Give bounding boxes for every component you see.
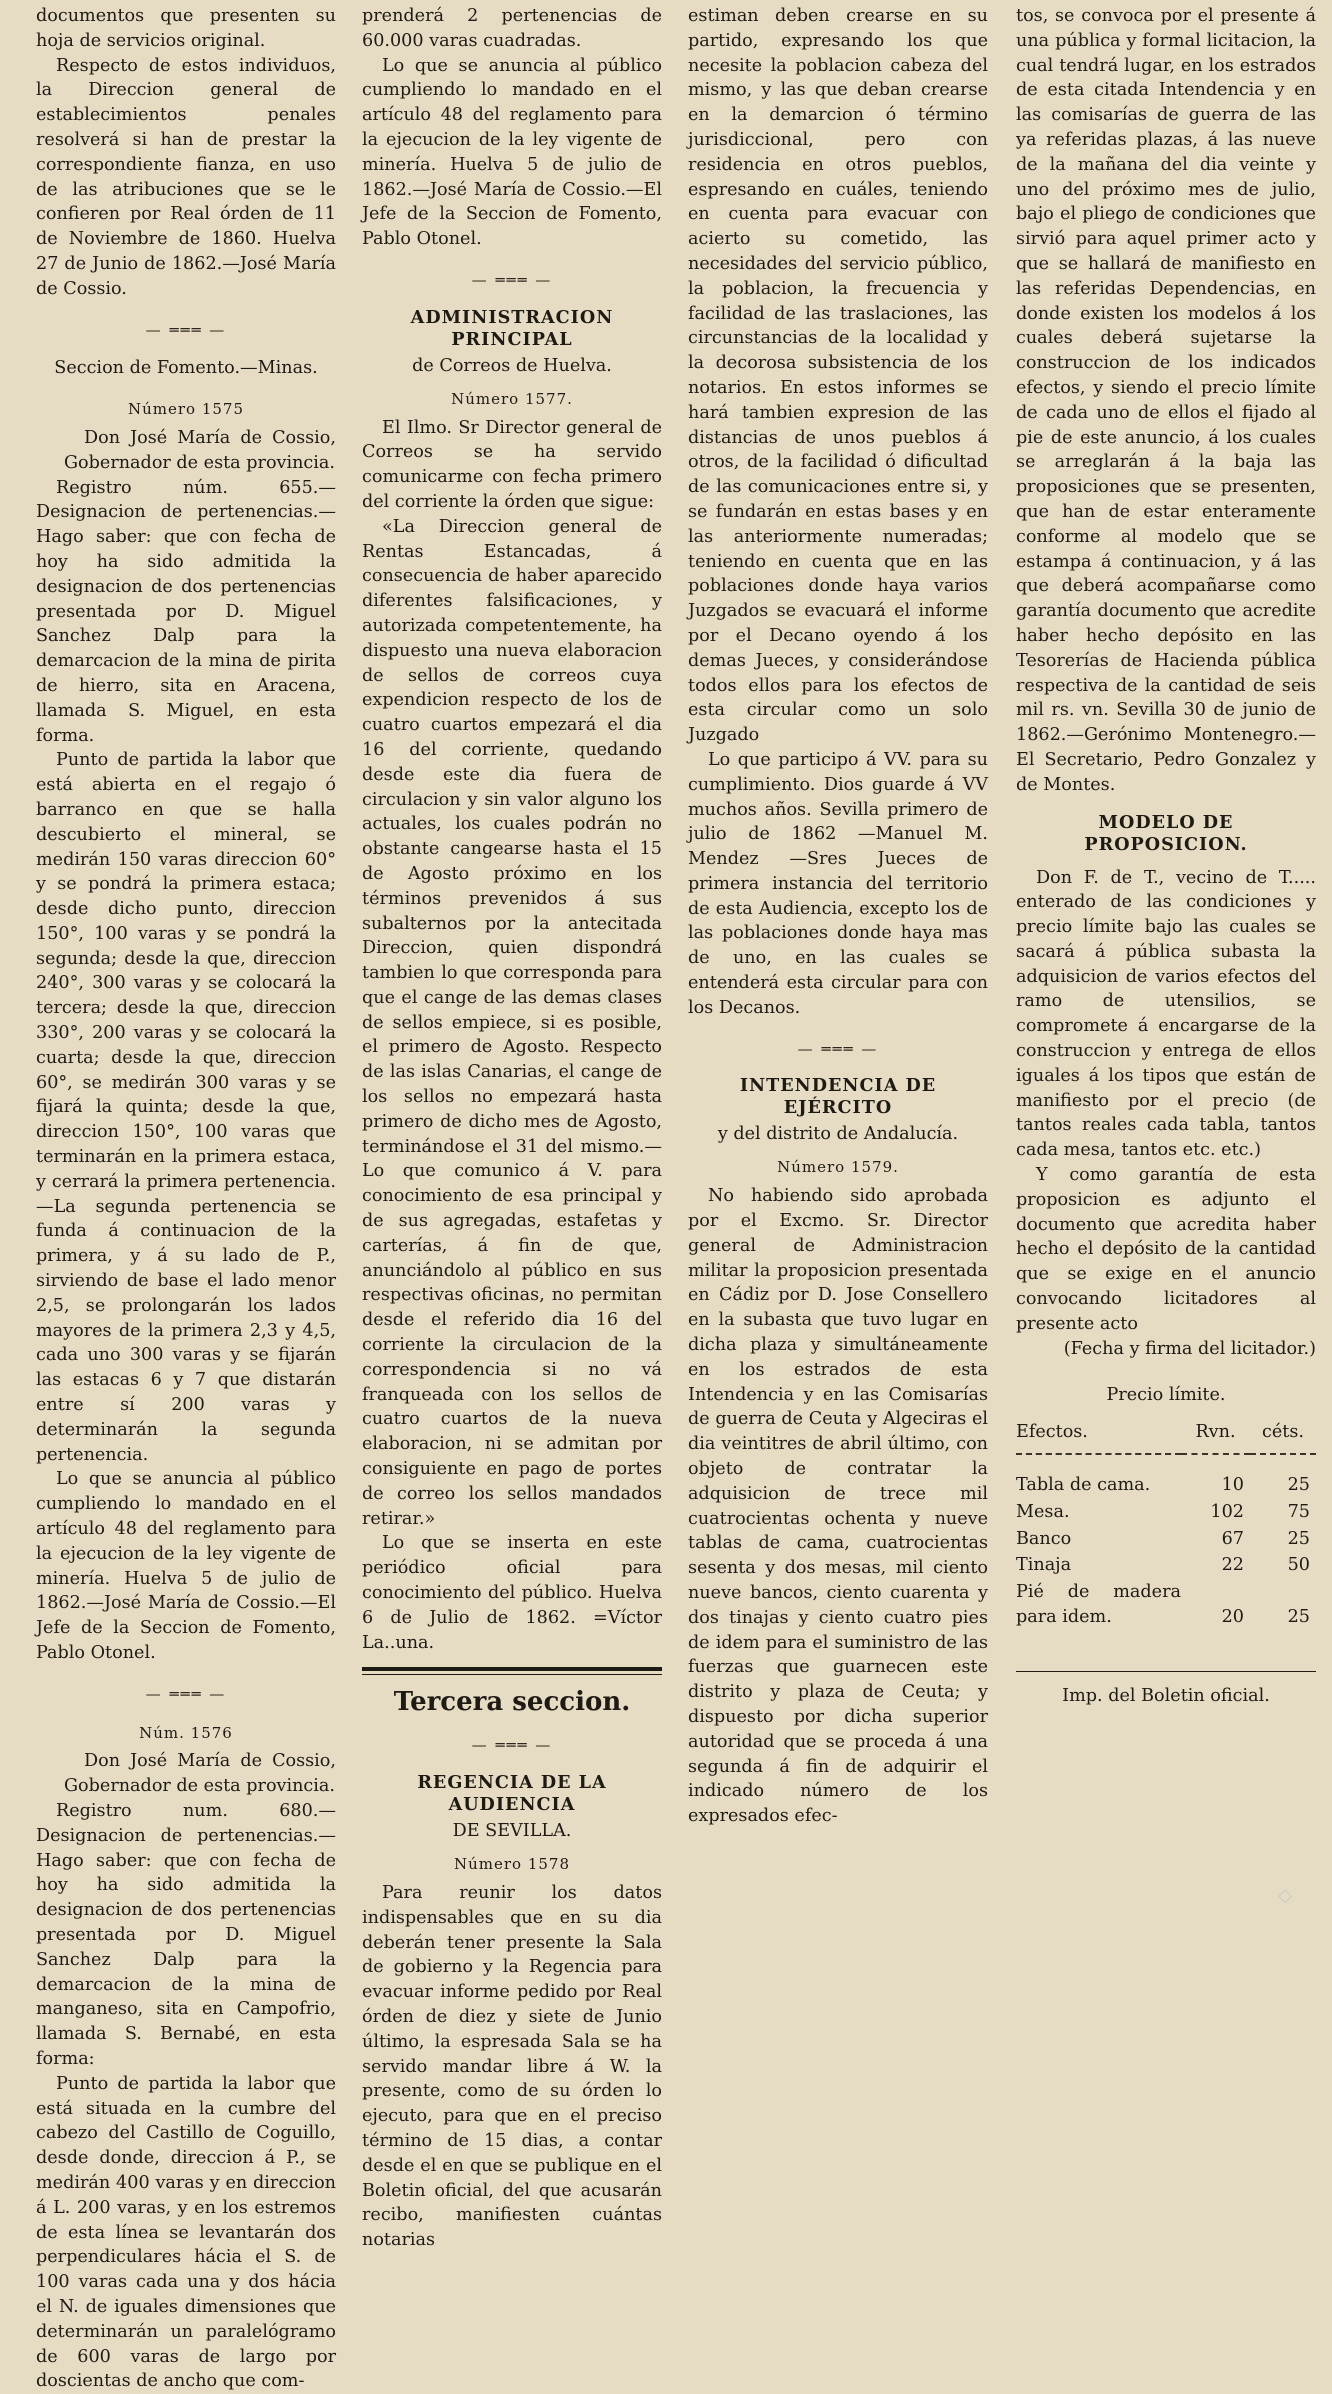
item-rvn: 20 (1221, 1607, 1244, 1628)
paragraph: Registro num. 680.—Designacion de pertenencias.—Hago saber: que con fecha de hoy ha sido admitida la designacion de dos pertenencias presentada por D. Miguel Sanchez Dalp para la demarcacion de la mina de manganeso, sita en Campofrio, llamada S. Bernabé, en esta forma: (36, 1800, 336, 2069)
paragraph: Lo que se anuncia al público cumpliendo lo mandado en el artículo 48 del reglamento para la ejecucion de la ley vigente de minería. Huelva 5 de julio de 1862.—José María de Cossio.—El Jefe de la Seccion de Fomento, Pablo Otonel. (36, 1469, 336, 1663)
item-cents: 25 (1287, 1475, 1310, 1496)
notice-number: Número 1579. (777, 1158, 899, 1177)
ornament-divider: — ═══ — (471, 1736, 553, 1755)
item-cents: 25 (1287, 1607, 1310, 1628)
governor-line: Don José María de Cossio, Gobernador de esta provincia. (64, 427, 336, 473)
ornament-divider: — ═══ — (145, 1684, 227, 1703)
item-cents: 75 (1287, 1501, 1310, 1522)
section-rule-thin (362, 1674, 662, 1675)
item-name: Tinaja (1016, 1555, 1072, 1576)
paragraph: Don F. de T., vecino de T..... enterado de las condiciones y precio límite bajo las cuales se sacará á pública subasta la adquisicion de varios efectos del ramo de utensilios, se compromete á encargarse de la construccion y entrega de ellos iguales á los tipos que están de manifiesto por el precio (de tantos reales cada tabla, tantos cada mesa, tantos etc. etc.) (1016, 867, 1316, 1161)
price-table-header (1016, 1418, 1316, 1454)
column-2 (362, 4, 662, 2253)
paragraph: «La Direccion general de Rentas Estancadas, á consecuencia de haber aparecido diferentes falsificaciones, y autorizada competentemente, ha dispuesto una nueva elaboracion de sellos de correos cuya expendicion respecto de los de cuatro cuartos empezará el dia 16 del corriente, quedando desde este dia fuera de circulacion y sin valor alguno los actuales, los cuales podrán no obstante cangearse hasta el 15 de Agosto próximo en los términos prevenidos á sus subalternos por la antecitada Direccion, quien dispondrá tambien lo que corresponda para que el cange de las demas clases de sellos empiece, si es posible, el primero de Agosto. Respecto de las islas Canarias, el cange de los sellos no empezará hasta primero de dicho mes de Agosto, terminándose el 31 del mismo.—Lo que comunico á V. para conocimiento de esa principal y de sus agregadas, estafetas y carterías, á fin de que, anunciándolo al público en sus respectivas oficinas, no permitan desde el referido dia 16 del corriente la circulacion de la correspondencia si no vá franqueada con los sellos de cuatro cuartos de la nueva elaboracion, ni se admitan por consiguiente en pago de portes de correo los sellos mandados retirar.» (362, 516, 662, 1529)
model-heading: MODELO DE PROPOSICION. (1084, 811, 1248, 855)
paragraph: No habiendo sido aprobada por el Excmo. Sr. Director general de Administracion militar la proposicion presentada en Cádiz por D. Jose Consellero en la subasta que tuvo lugar en dicha plaza y simultáneamente en los estrados de esta Intendencia y en las Comisarías de guerra de Ceuta y Algeciras el dia veintitres de abril último, con objeto de contratar la adquisicion de trece mil cuatrocientas ochenta y nueve tablas de cama, cuatrocientas sesenta y dos mesas, mil ciento nueve bancos, ciento cuarenta y dos tinajas y ciento cuatro pies de idem para el suministro de las fuerzas que guarnecen este distrito y plaza de Ceuta; y dispuesto por dicha superior autoridad que se proceda á una segunda á fin de adquirir el indicado número de los expresados efec- (688, 1186, 988, 1827)
paragraph: documentos que presenten su hoja de servicios original. (36, 6, 336, 51)
ornament-divider: — ═══ — (471, 270, 553, 289)
item-rvn: 102 (1210, 1501, 1244, 1522)
price-table-title: Precio límite. (1106, 1385, 1226, 1406)
table-row (1016, 1499, 1316, 1526)
notice-subheading: y del distrito de Andalucía. (717, 1124, 959, 1145)
paragraph: Lo que participo á VV. para su cumplimiento. Dios guarde á VV muchos años. Sevilla primero de julio de 1862 —Manuel M. Mendez —Sres Jueces de primera instancia del territorio de esta Audiencia, excepto los de las poblaciones donde haya mas de uno, en las cuales se entenderá esta circular para con los Decanos. (688, 749, 988, 1018)
notice-number: Número 1575 (127, 400, 245, 419)
paragraph: prenderá 2 pertenencias de 60.000 varas cuadradas. (362, 6, 662, 51)
item-cents: 50 (1287, 1555, 1310, 1576)
paragraph: Punto de partida la labor que está abierta en el regajo ó barranco en que se halla descubierto el mineral, se medirán 150 varas direccion 60° y se pondrá la primera estaca; desde dicho punto, direccion 150°, 100 varas y se pondrá la segunda; desde la que, direccion 240°, 300 varas y se colocará la tercera; desde la que, direccion 330°, 200 varas y se colocará la cuarta; desde la que, direccion 60°, se medirán 300 varas y se fijará la quinta; desde la que, direccion 150°, 100 varas que terminarán en la primera estaca, y cerrará la primera pertenencia.—La segunda pertenencia se funda á continuacion de la primera, y á su lado de P., sirviendo de base el lado menor 2,5, se prolongarán los lados mayores de la primera 2,3 y 4,5, cada uno 300 varas y se fijarán las estacas 6 y 7 que distarán entre sí 200 varas y determinarán la segunda pertenencia. (36, 750, 336, 1465)
item-rvn: 10 (1221, 1475, 1244, 1496)
item-name: Tabla de cama. (1016, 1475, 1151, 1496)
header-rvn: Rvn. (1181, 1418, 1250, 1454)
price-table (1016, 1418, 1316, 1631)
governor-line: Don José María de Cossio, Gobernador de esta provincia. (64, 1751, 336, 1797)
paragraph: Lo que se anuncia al público cumpliendo lo mandado en el artículo 48 del reglamento para la ejecucion de la ley vigente de minería. Huelva 5 de julio de 1862.—José María de Cossio.—El Jefe de la Seccion de Fomento, Pablo Otonel. (362, 55, 662, 250)
item-name: Banco (1016, 1528, 1072, 1549)
notice-heading: INTENDENCIA DE EJÉRCITO (739, 1075, 937, 1119)
item-cents: 25 (1287, 1528, 1310, 1549)
end-rule (1016, 1671, 1316, 1672)
paragraph: Punto de partida la labor que está situada en la cumbre del cabezo del Castillo de Coguillo, desde donde, direccion á P., se medirán 400 varas y en direccion á L. 200 varas, y en los estremos de esta línea se levantarán dos perpendiculares hácia el S. de 100 varas cada una y dos hácia el N. de iguales dimensiones que determinarán un paralelógramo de 600 varas de largo por doscientas de ancho que com- (36, 2073, 336, 2392)
item-rvn: 67 (1221, 1528, 1244, 1549)
signature-line: (Fecha y firma del licitador.) (1063, 1338, 1316, 1359)
paragraph: Registro núm. 655.—Designacion de pertenencias.—Hago saber: que con fecha de hoy ha sido admitida la designacion de dos pertenencias presentada por D. Miguel Sanchez Dalp para la demarcacion de la mina de pirita de hierro, sita en Aracena, llamada S. Miguel, en esta forma. (36, 477, 336, 746)
paragraph: El Ilmo. Sr Director general de Correos se ha servido comunicarme con fecha primero del corriente la órden que sigue: (362, 417, 662, 512)
column-3 (688, 4, 988, 1829)
section-title: Tercera seccion. (393, 1687, 631, 1718)
notice-heading: REGENCIA DE LA AUDIENCIA (417, 1772, 607, 1816)
notice-number: Núm. 1576 (139, 1723, 233, 1742)
watermark-logo: ◇ (1278, 1885, 1292, 1906)
section-heading: Seccion de Fomento.—Minas. (54, 358, 318, 379)
table-row (1016, 1526, 1316, 1553)
item-name: Pié de madera para idem. (1016, 1582, 1181, 1628)
imprint-line: Imp. del Boletin oficial. (1062, 1685, 1270, 1706)
notice-number: Número 1577. (451, 389, 573, 408)
notice-subheading: de Correos de Huelva. (412, 355, 612, 376)
notice-number: Número 1578 (453, 1855, 571, 1874)
table-row (1016, 1579, 1316, 1631)
paragraph: Lo que se inserta en este periódico oficial para conocimiento del público. Huelva 6 de Julio de 1862. =Víctor La..una. (362, 1533, 662, 1653)
ornament-divider: — ═══ — (145, 320, 227, 339)
paragraph: Para reunir los datos indispensables que en su dia deberán tener presente la Sala de gobierno y la Regencia para evacuar informe pedido por Real órden de diez y siete de Junio último, la espresada Sala se ha servido mandar libre á W. la presente, como de su órden lo ejecuto, para que en el preciso término de 15 dias, a contar desde el en que se publique en el Boletin oficial, del que acusarán recibo, manifiesten cuántas notarias (362, 1883, 662, 2251)
paragraph: tos, se convoca por el presente á una pública y formal licitacion, la cual tendrá lugar, en los estrados de esta citada Intendencia y en las comisarías de guerra de las ya referidas plazas, á las nueve de la mañana del dia veinte y uno del próximo mes de julio, bajo el pliego de condiciones que sirvió para aquel primer acto y que se hallará de manifiesto en las referidas Dependencias, en donde existen los modelos á los cuales deberá sujetarse la construccion de los indicados efectos, y siendo el precio límite de cada uno de ellos el fijado al pie de este anuncio, á los cuales se arreglarán á la baja las proposiciones que se presenten, que han de estar enteramente conforme al modelo que se estampa á continuacion, y á las que deberá acompañarse como garantía documento que acredite haber hecho depósito en las Tesorerías de Hacienda pública respectiva de la cantidad de seis mil rs. vn. Sevilla 30 de junio de 1862.—Gerónimo Montenegro.—El Secretario, Pedro Gonzalez y de Montes. (1016, 6, 1316, 795)
table-row (1016, 1454, 1316, 1499)
notice-subheading: DE SEVILLA. (452, 1821, 572, 1842)
column-4 (1016, 4, 1316, 1709)
item-name: Mesa. (1016, 1501, 1070, 1522)
header-efectos: Efectos. (1016, 1418, 1181, 1454)
notice-heading: ADMINISTRACION PRINCIPAL (410, 306, 614, 350)
paragraph: estiman deben crearse en su partido, expresando los que necesite la poblacion cabeza del mismo, y las que deban crearse en la demarcion ó término jurisdiccional, pero con residencia en otros pueblos, espresando en cuáles, teniendo en cuenta para evacuar con acierto su cometido, las necesidades del servicio público, la poblacion, la frecuencia y facilidad de las traslaciones, las circunstancias de la localidad y la decorosa subsistencia de los notarios. En estos informes se hará tambien expresion de las distancias de unos pueblos á otros, de la facilidad ó dificultad de las comunicaciones entre si, y se fundarán en estas bases y en las anteriormente numeradas; teniendo en cuenta que en las poblaciones donde haya varios Juzgados se evacuará el informe por el Decano oyendo á los demas Jueces, y considerándose todos ellos para los efectos de esta circular como un solo Juzgado (688, 6, 988, 746)
item-rvn: 22 (1221, 1555, 1244, 1576)
column-1 (36, 4, 336, 2394)
paragraph: Respecto de estos individuos, la Direccion general de establecimientos penales resolverá si han de prestar la correspondiente fianza, en uso de las atribuciones que se le confieren por Real órden de 11 de Noviembre de 1860. Huelva 27 de Junio de 1862.—José María de Cossio. (36, 55, 336, 299)
paragraph: Y como garantía de esta proposicion es adjunto el documento que acredita haber hecho el depósito de la cantidad que se exige en el anuncio convocando licitadores al presente acto (1016, 1165, 1316, 1334)
section-rule (362, 1667, 662, 1671)
header-cents: céts. (1250, 1418, 1316, 1454)
table-row (1016, 1552, 1316, 1579)
ornament-divider: — ═══ — (797, 1039, 879, 1058)
